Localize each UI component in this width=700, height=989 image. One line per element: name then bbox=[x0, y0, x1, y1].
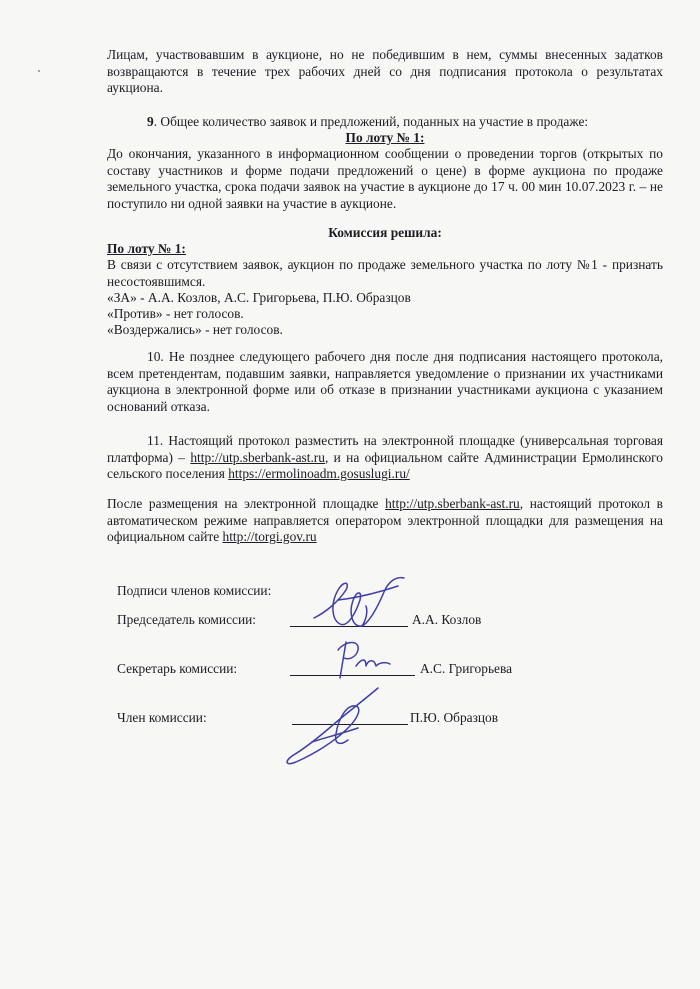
refund-paragraph: Лицам, участвовавшим в аукционе, но не победившим в нем, суммы внесенных задатков возвращаются в течение трех рабочих дней со дня подписания протокола о результатах аукциона. bbox=[107, 47, 663, 96]
item-11-paragraph bbox=[107, 433, 663, 483]
member-label: Член комиссии: bbox=[117, 710, 207, 725]
item-11-link-sberbank[interactable]: http://utp.sberbank-ast.ru bbox=[190, 449, 325, 465]
chair-label: Председатель комиссии: bbox=[117, 612, 257, 627]
votes-for: «ЗА» - А.А. Козлов, А.С. Григорьева, П.Ю. Образцов bbox=[107, 290, 411, 305]
decision-heading: Комиссия решила: bbox=[328, 225, 442, 240]
secretary-name: А.С. Григорьева bbox=[420, 661, 513, 676]
after-post-text-before: После размещения на электронной площадке bbox=[107, 496, 386, 511]
item-9-body: До окончания, указанного в информационном сообщении о проведении торгов (открытых по составу участников и форме подачи предложений о цене) в форме аукциона по продаже земельного участка, срока подачи заявок на участие в аукционе до 17 ч. 00 мин 10.07.2023 г. – не поступило ни одной заявки на участие в аукционе. bbox=[107, 146, 663, 211]
after-post-link-sberbank[interactable]: http://utp.sberbank-ast.ru bbox=[385, 496, 520, 511]
chair-signature bbox=[308, 572, 408, 634]
secretary-label: Секретарь комиссии: bbox=[117, 661, 238, 676]
votes-against: «Против» - нет голосов. bbox=[107, 306, 244, 321]
chair-name: А.А. Козлов bbox=[412, 612, 482, 627]
after-post-paragraph bbox=[107, 496, 663, 546]
after-post-text-middle: , настоящий протокол в автоматическом режиме направляется оператором электронной площадки для размещения на официальном сайте bbox=[107, 496, 663, 545]
signatures-heading: Подписи членов комиссии: bbox=[117, 583, 272, 598]
decision-text: В связи с отсутствием заявок, аукцион по продаже земельного участка по лоту №1 - признать несостоявшимся. bbox=[107, 257, 663, 289]
decision-lot-heading: По лоту № 1: bbox=[107, 241, 186, 256]
member-name: П.Ю. Образцов bbox=[410, 710, 499, 725]
after-post-link-torgi[interactable]: http://torgi.gov.ru bbox=[222, 529, 317, 545]
item-11-text-middle: , и на официальном сайте Администрации Ермолинского сельского поселения bbox=[107, 449, 663, 482]
item-11-link-ermolino[interactable]: https://ermolinoadm.gosuslugi.ru/ bbox=[228, 466, 410, 482]
votes-abstain: «Воздержались» - нет голосов. bbox=[107, 322, 283, 337]
secretary-signature bbox=[334, 636, 394, 682]
item-10-paragraph: 10. Не позднее следующего рабочего дня после дня подписания настоящего протокола, всем претендентам, подавшим заявки, направляется уведомление о признании их участниками аукциона в электронной форме или об отказе в признании участниками аукциона с указанием оснований отказа. bbox=[107, 349, 663, 414]
scan-speck bbox=[38, 70, 40, 72]
item-9-number: 9 bbox=[147, 114, 154, 129]
item-9-lot-heading: По лоту № 1: bbox=[345, 130, 425, 145]
item-9-text: . Общее количество заявок и предложений, поданных на участие в продаже: bbox=[153, 114, 589, 129]
member-signature bbox=[278, 682, 390, 768]
item-9-paragraph bbox=[107, 114, 663, 131]
item-11-text-before: 11. Настоящий протокол разместить на электронной площадке (универсальная торговая платформа) – bbox=[107, 433, 663, 465]
